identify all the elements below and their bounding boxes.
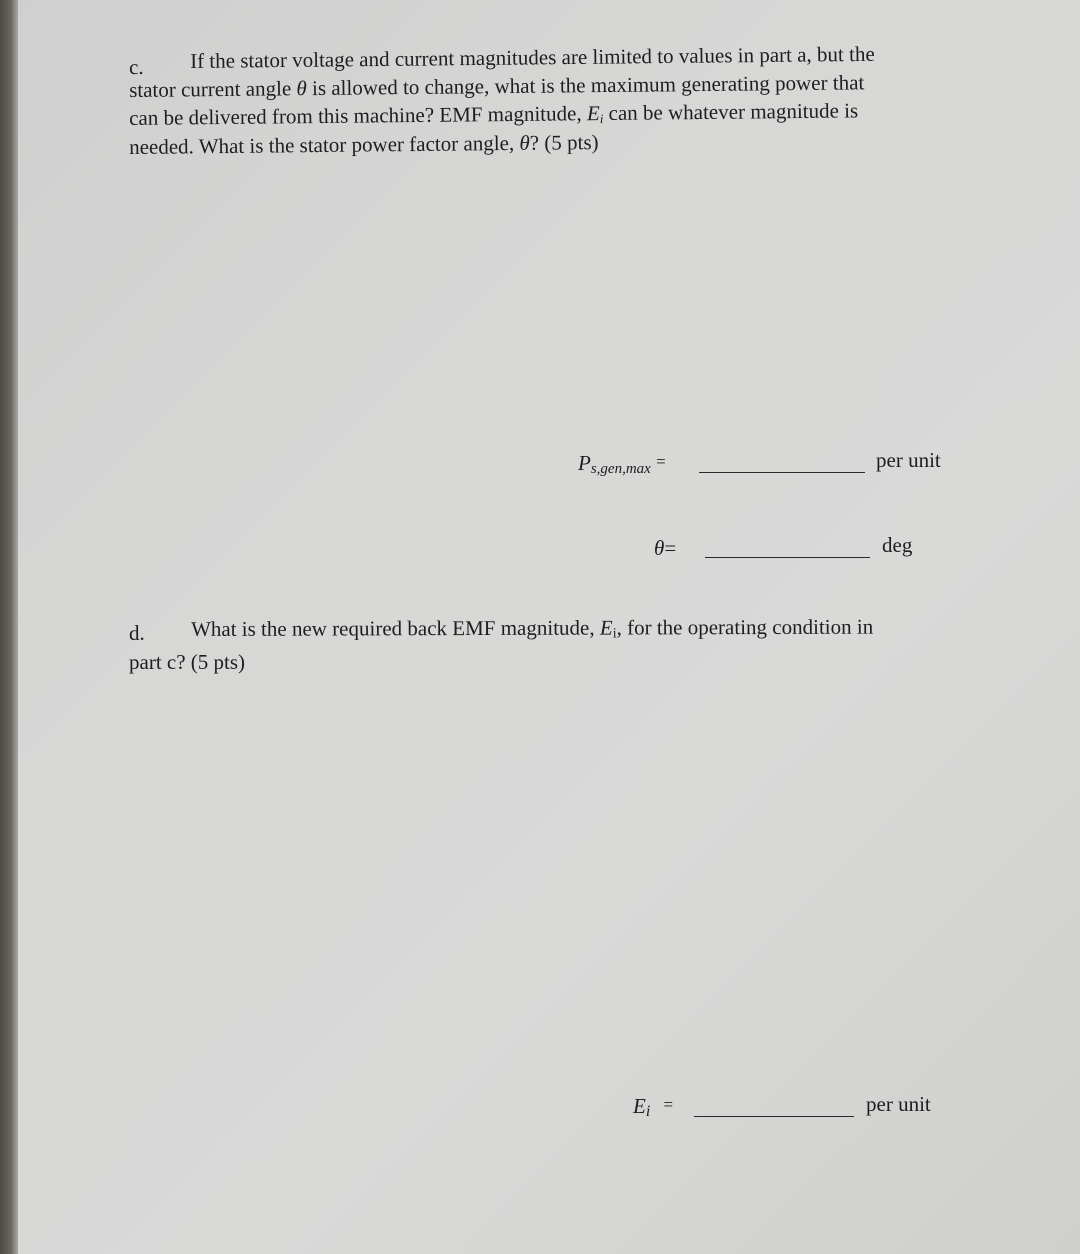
angle-equals: = bbox=[664, 536, 677, 560]
angle-answer-blank[interactable] bbox=[705, 557, 870, 558]
power-answer-blank[interactable] bbox=[699, 472, 865, 473]
power-answer-label bbox=[578, 451, 666, 476]
power-symbol: P bbox=[578, 451, 591, 475]
part-d-line-1-text-a: What is the new required back EMF magnitude, bbox=[191, 615, 600, 641]
part-d-line-2: part c? (5 pts) bbox=[129, 650, 246, 674]
power-subscript: s,gen,max bbox=[590, 461, 651, 477]
power-unit: per unit bbox=[876, 448, 941, 472]
theta-symbol: θ bbox=[296, 76, 307, 101]
angle-unit: deg bbox=[882, 533, 913, 557]
emf-answer-blank[interactable] bbox=[694, 1116, 854, 1117]
emf-symbol: E bbox=[586, 101, 600, 126]
emf-subscript: i bbox=[599, 111, 604, 127]
part-c-line-4-text-b: ? (5 pts) bbox=[529, 130, 599, 155]
part-c-line-2-text-a: stator current angle bbox=[129, 76, 297, 102]
part-c-line-4-text-a: needed. What is the stator power factor angle, bbox=[129, 130, 520, 159]
power-equals: = bbox=[656, 452, 666, 471]
emf-subscript: i bbox=[645, 1103, 651, 1120]
part-c-line-2-text-b: is allowed to change, what is the maximum generating power that bbox=[306, 70, 865, 101]
part-c-line-3-text-b: can be whatever magnitude is bbox=[603, 98, 859, 126]
theta-symbol: θ bbox=[654, 536, 665, 560]
part-c-marker: c. bbox=[128, 54, 144, 80]
emf-symbol: E bbox=[633, 1094, 646, 1118]
part-c-line-3 bbox=[129, 98, 858, 131]
part-c-line-3-text-a: can be delivered from this machine? EMF magnitude, bbox=[129, 101, 588, 130]
angle-answer-label bbox=[654, 536, 676, 561]
part-d-line-1 bbox=[191, 615, 873, 642]
emf-symbol: E bbox=[599, 615, 613, 640]
theta-symbol: θ bbox=[519, 130, 530, 155]
part-d-line-1-text-b: , for the operating condition in bbox=[616, 614, 874, 640]
emf-equals: = bbox=[663, 1095, 674, 1114]
desk-edge bbox=[0, 0, 18, 1254]
part-c-line-1: If the stator voltage and current magnitudes are limited to values in part a, but the bbox=[190, 41, 875, 73]
part-c-line-4 bbox=[129, 130, 599, 160]
emf-answer-label bbox=[633, 1094, 673, 1119]
emf-unit: per unit bbox=[866, 1092, 931, 1116]
part-d-marker: d. bbox=[129, 621, 145, 645]
part-c-line-2 bbox=[129, 70, 864, 103]
emf-subscript: i bbox=[612, 626, 617, 642]
